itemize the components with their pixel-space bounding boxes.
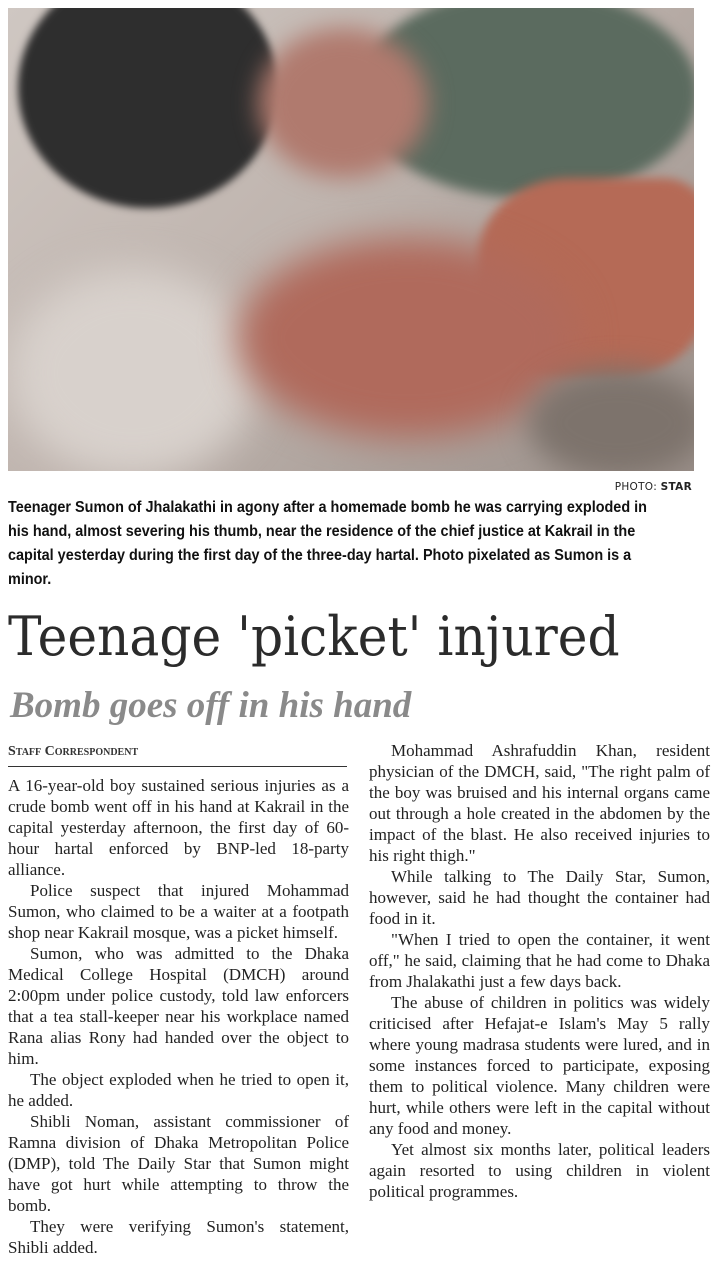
photo-region bbox=[18, 8, 278, 208]
article-paragraph: Police suspect that injured Mohammad Sumon, who claimed to be a waiter at a footpath shop near Kakrail mosque, was a picket himself. bbox=[8, 881, 349, 942]
article-column-left bbox=[8, 738, 349, 1258]
byline: Staff Correspondent bbox=[8, 738, 347, 767]
article-paragraph: They were verifying Sumon's statement, Shibli added. bbox=[8, 1217, 349, 1257]
photo-region bbox=[528, 368, 694, 471]
article-paragraph: The object exploded when he tried to open it, he added. bbox=[8, 1070, 349, 1110]
article-paragraph: "When I tried to open the container, it went off," he said, claiming that he had come to Dhaka from Jhalakathi just a few days back. bbox=[369, 930, 710, 991]
photo-caption: Teenager Sumon of Jhalakathi in agony after a homemade bomb he was carrying exploded in his hand, almost severing his thumb, near the residence of the chief justice at Kakrail in the capital yesterday during the first day of the three-day hartal. Photo pixelated as Sumon is a minor. bbox=[8, 499, 647, 588]
article-paragraph: While talking to The Daily Star, Sumon, however, said he had thought the container had food in it. bbox=[369, 867, 710, 928]
photo-credit bbox=[615, 481, 692, 493]
photo-credit-source: STAR bbox=[660, 481, 692, 493]
article-paragraph: Yet almost six months later, political leaders again resorted to using children in violent political programmes. bbox=[369, 1140, 710, 1201]
article-paragraph: Mohammad Ashrafuddin Khan, resident physician of the DMCH, said, "The right palm of the boy was bruised and his internal organs came out through a hole created in the abdomen by the impact of the blast. He also received injuries to his right thigh." bbox=[369, 741, 710, 865]
article-paragraph: The abuse of children in politics was widely criticised after Hefajat-e Islam's May 5 rally where young madrasa students were lured, and in some instances forced to participate, exposing them to political violence. Many children were hurt, while others were left in the capital without any food and money. bbox=[369, 993, 710, 1138]
photo-region bbox=[258, 28, 428, 178]
article-paragraph: Shibli Noman, assistant commissioner of Ramna division of Dhaka Metropolitan Police (DMP), told The Daily Star that Sumon might have got hurt while attempting to throw the bomb. bbox=[8, 1112, 349, 1215]
news-photo bbox=[8, 8, 694, 471]
subheadline: Bomb goes off in his hand bbox=[10, 685, 412, 726]
photo-credit-prefix: PHOTO: bbox=[614, 481, 658, 493]
article-column-right bbox=[369, 738, 710, 1202]
headline: Teenage 'picket' injured bbox=[8, 605, 620, 668]
photo-region bbox=[8, 268, 258, 471]
photo-region bbox=[238, 238, 578, 438]
article-paragraph: A 16-year-old boy sustained serious injuries as a crude bomb went off in his hand at Kakrail in the capital yesterday afternoon, the first day of 60-hour hartal enforced by BNP-led 18-party alliance. bbox=[8, 776, 349, 879]
article-paragraph: Sumon, who was admitted to the Dhaka Medical College Hospital (DMCH) around 2:00pm under police custody, told law enforcers that a tea stall-keeper near his workplace named Rana alias Rony had handed over the object to him. bbox=[8, 944, 349, 1068]
